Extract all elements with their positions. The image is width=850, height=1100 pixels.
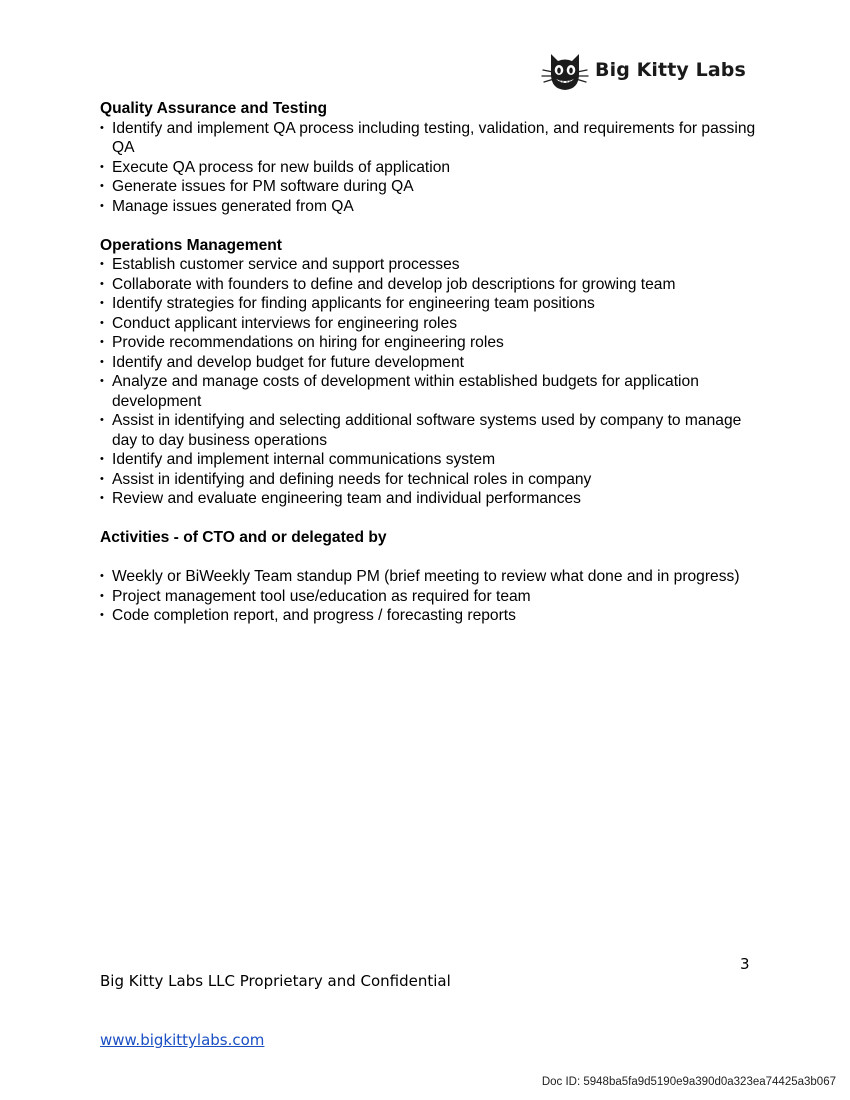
section-title-qa: Quality Assurance and Testing xyxy=(100,100,328,117)
list-item: • Manage issues generated from QA xyxy=(100,197,760,217)
brand-logo xyxy=(541,48,746,92)
qa-list xyxy=(100,119,760,217)
list-item: • Project management tool use/education as required for team xyxy=(100,587,760,607)
list-item: • Conduct applicant interviews for engineering roles xyxy=(100,314,760,334)
confidential-notice: Big Kitty Labs LLC Proprietary and Confidential xyxy=(100,972,451,990)
list-item: • Identify and implement QA process including testing, validation, and requirements for passing QA xyxy=(100,119,760,158)
list-item: • Assist in identifying and defining needs for technical roles in company xyxy=(100,470,760,490)
list-item: • Identify and develop budget for future development xyxy=(100,353,760,373)
activities-list xyxy=(100,567,760,626)
spacer xyxy=(100,548,760,568)
page-number: 3 xyxy=(740,955,750,973)
operations-list xyxy=(100,255,760,509)
brand-name: Big Kitty Labs xyxy=(595,59,746,81)
section-title-operations: Operations Management xyxy=(100,236,282,254)
list-item: • Analyze and manage costs of development within established budgets for application development xyxy=(100,372,760,411)
doc-id: Doc ID: 5948ba5fa9d5190e9a390d0a323ea74425a3b067 xyxy=(541,1076,836,1088)
list-item: • Review and evaluate engineering team and individual performances xyxy=(100,489,760,509)
website-link[interactable]: www.bigkittylabs.com xyxy=(100,1031,265,1049)
list-item: • Identify and implement internal communications system xyxy=(100,450,760,470)
list-item: • Generate issues for PM software during QA xyxy=(100,177,760,197)
list-item: • Establish customer service and support processes xyxy=(100,255,760,275)
list-item: • Code completion report, and progress / forecasting reports xyxy=(100,606,760,626)
list-item: • Weekly or BiWeekly Team standup PM (brief meeting to review what done and in progress) xyxy=(100,567,760,587)
spacer xyxy=(100,216,760,236)
list-item: • Assist in identifying and selecting additional software systems used by company to manage day to day business operations xyxy=(100,411,760,450)
list-item: • Collaborate with founders to define and develop job descriptions for growing team xyxy=(100,275,760,295)
spacer xyxy=(100,509,760,529)
section-title-activities: Activities - of CTO and or delegated by xyxy=(100,529,387,546)
document-body xyxy=(100,99,760,626)
cat-face-icon xyxy=(541,48,589,92)
list-item: • Provide recommendations on hiring for engineering roles xyxy=(100,333,760,353)
list-item: • Execute QA process for new builds of application xyxy=(100,158,760,178)
list-item: • Identify strategies for finding applicants for engineering team positions xyxy=(100,294,760,314)
